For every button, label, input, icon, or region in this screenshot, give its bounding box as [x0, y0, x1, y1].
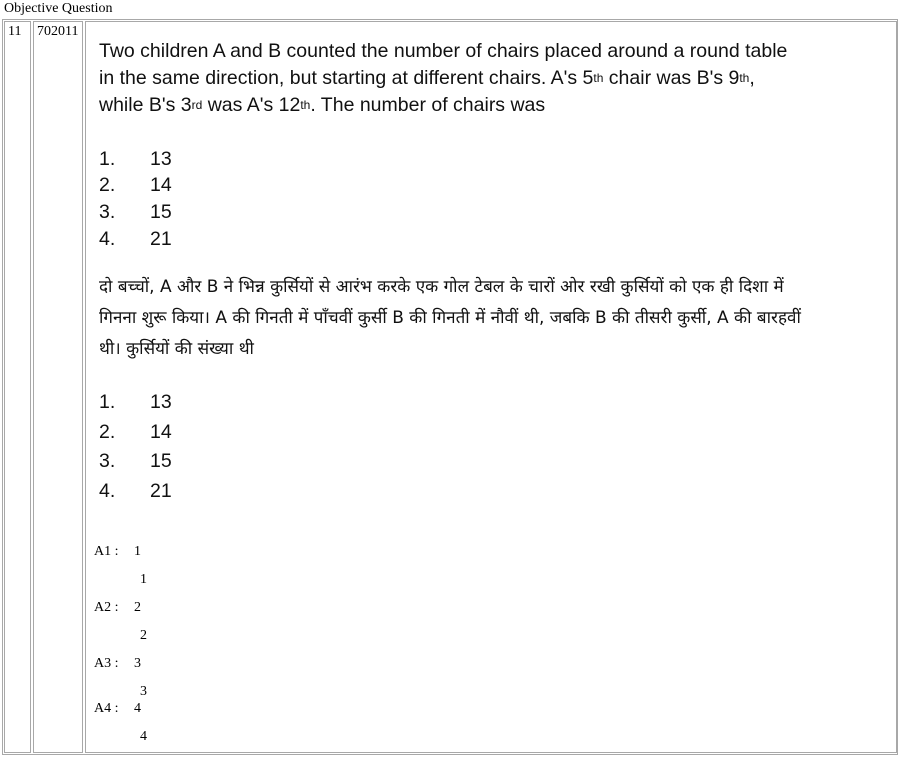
line3-part-a: while B's 3 [99, 94, 192, 116]
hindi-option-1 [99, 391, 172, 414]
line3-sup-2: th [300, 98, 311, 112]
question-id: 702011 [37, 24, 79, 39]
option-number: 2. [99, 174, 116, 196]
line2-sup-1: th [593, 71, 604, 85]
answer-label: A4 : [94, 701, 119, 716]
option-value: 21 [150, 480, 172, 502]
english-option-3 [99, 201, 172, 224]
line3-sup-1: rd [191, 98, 203, 112]
option-number: 4. [99, 228, 116, 250]
hindi-line-2: गिनना शुरू किया। A की गिनती में पाँचवीं कुर्सी B की गिनती में नौवीं थी, जबकि B की तीसरी कुर्सी, A की बारहवीं [99, 308, 801, 328]
question-number-cell [4, 21, 31, 753]
hindi-option-4 [99, 480, 172, 503]
option-number: 3. [99, 201, 116, 223]
line2-part-a: in the same direction, but starting at different chairs. A's 5 [99, 67, 594, 89]
hindi-option-3 [99, 450, 172, 473]
answer-sub-3: 3 [140, 684, 147, 699]
question-id-cell [33, 21, 83, 753]
line2-part-b: chair was B's 9 [603, 67, 740, 89]
answer-sub-4: 4 [140, 729, 147, 744]
option-value: 13 [150, 391, 172, 413]
line3-part-b: was A's 12 [202, 94, 301, 116]
question-line-2 [99, 67, 755, 90]
hindi-option-2 [99, 421, 172, 444]
question-line-3 [99, 94, 545, 117]
option-value: 15 [150, 450, 172, 472]
answer-label: A2 : [94, 600, 119, 615]
hindi-line-3: थी। कुर्सियों की संख्या थी [99, 339, 254, 359]
option-number: 3. [99, 450, 116, 472]
line2-sup-2: th [739, 71, 750, 85]
answer-row-1 [94, 544, 141, 560]
answer-value: 2 [134, 600, 141, 615]
answer-row-3 [94, 656, 141, 672]
option-value: 21 [150, 228, 172, 250]
answer-value: 1 [134, 544, 141, 559]
answer-sub-2: 2 [140, 628, 147, 643]
option-number: 1. [99, 148, 116, 170]
answer-row-4 [94, 701, 141, 717]
question-number: 11 [8, 24, 22, 39]
english-option-4 [99, 228, 172, 251]
answer-label: A3 : [94, 656, 119, 671]
section-title: Objective Question [4, 1, 113, 16]
option-value: 15 [150, 201, 172, 223]
line3-part-c: . The number of chairs was [310, 94, 546, 116]
answer-value: 4 [134, 701, 141, 716]
question-body-cell [85, 21, 897, 753]
question-table [2, 19, 898, 755]
question-line-1: Two children A and B counted the number of chairs placed around a round table [99, 40, 788, 62]
answer-value: 3 [134, 656, 141, 671]
answer-sub-1: 1 [140, 572, 147, 587]
option-number: 4. [99, 480, 116, 502]
answer-label: A1 : [94, 544, 119, 559]
hindi-line-1: दो बच्चों, A और B ने भिन्न कुर्सियों से आरंभ करके एक गोल टेबल के चारों ओर रखी कुर्सियों को एक ही दिशा में [99, 277, 784, 297]
option-value: 14 [150, 421, 172, 443]
line2-part-c: , [749, 67, 755, 89]
answer-row-2 [94, 600, 141, 616]
english-option-1 [99, 148, 172, 171]
option-number: 2. [99, 421, 116, 443]
option-value: 13 [150, 148, 172, 170]
option-number: 1. [99, 391, 116, 413]
option-value: 14 [150, 174, 172, 196]
english-option-2 [99, 174, 172, 197]
